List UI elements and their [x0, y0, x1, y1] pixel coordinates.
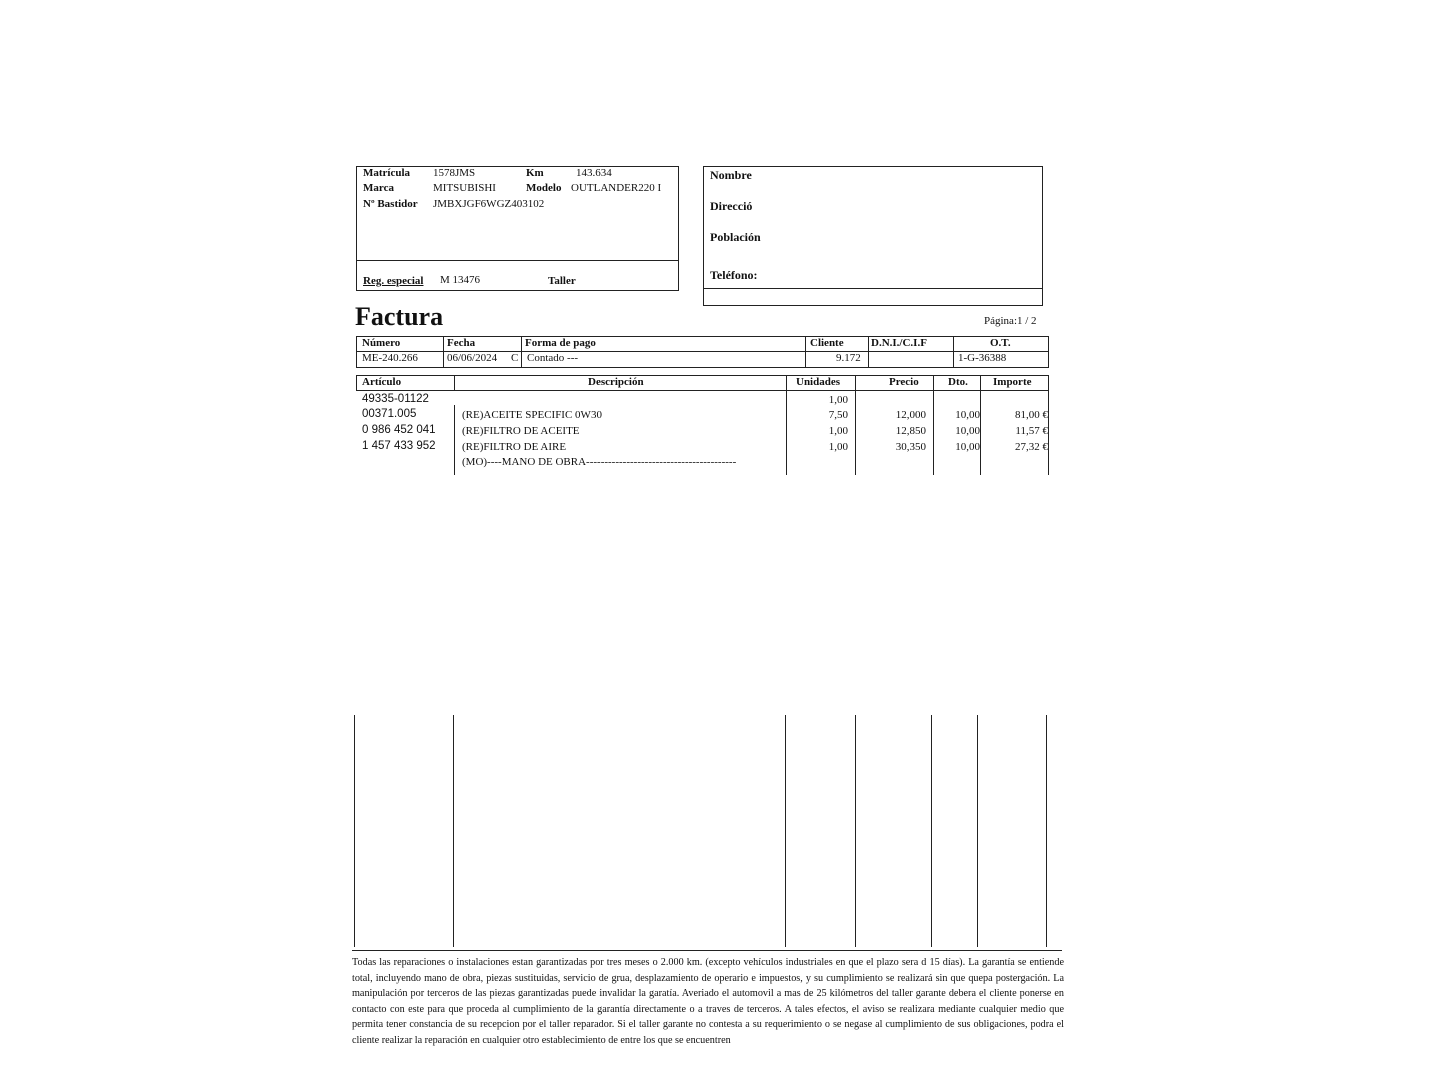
marca-label: Marca: [363, 182, 394, 194]
col-dto-header: Dto.: [948, 376, 968, 388]
items-col-border: [933, 375, 934, 475]
numero-value: ME-240.266: [362, 352, 418, 364]
modelo-value: OUTLANDER220 I: [571, 182, 662, 194]
col-importe-header: Importe: [993, 376, 1032, 388]
items-col-border: [356, 375, 357, 390]
matricula-value: 1578JMS: [433, 167, 476, 179]
item-articulo: 00371.005: [362, 408, 417, 420]
col-unidades-header: Unidades: [796, 376, 841, 388]
item-articulo: 49335-01122: [362, 393, 429, 405]
item-precio: 12,000: [895, 409, 926, 421]
reg-especial-label: Reg. especial: [363, 275, 424, 287]
items-col-border: [980, 375, 981, 475]
item-unidades: 1,00: [828, 425, 848, 437]
dni-label: D.N.I./C.I.F: [871, 337, 927, 349]
item-articulo: 0 986 452 041: [362, 424, 436, 436]
telefono-label: Teléfono:: [710, 268, 758, 282]
items-col-border: [454, 375, 455, 390]
meta-col-divider: [953, 336, 954, 368]
meta-col-divider: [443, 336, 444, 368]
cliente-value: 9.172: [836, 352, 861, 364]
page-title: Factura: [355, 302, 444, 331]
marca-value: MITSUBISHI: [433, 182, 496, 194]
col-precio-header: Precio: [889, 376, 919, 388]
items-col-border: [855, 375, 856, 475]
cliente-label: Cliente: [810, 337, 844, 349]
item-precio: 12,850: [895, 425, 926, 437]
items-col-border: [931, 715, 932, 947]
items-col-border: [1046, 715, 1047, 947]
item-dto: 10,00: [955, 441, 980, 453]
numero-label: Número: [362, 337, 401, 349]
item-descripcion: (RE)FILTRO DE ACEITE: [462, 425, 580, 437]
item-dto: 10,00: [955, 425, 980, 437]
items-col-border: [454, 405, 455, 475]
item-importe: 11,57 €: [1015, 425, 1048, 437]
ot-label: O.T.: [990, 337, 1011, 349]
nombre-label: Nombre: [710, 168, 752, 182]
item-unidades: 1,00: [828, 441, 848, 453]
km-label: Km: [526, 167, 544, 179]
item-descripcion: (RE)FILTRO DE AIRE: [462, 441, 567, 453]
reg-especial-value: M 13476: [440, 274, 481, 286]
item-articulo: 1 457 433 952: [362, 440, 436, 452]
item-descripcion: (RE)ACEITE SPECIFIC 0W30: [462, 409, 602, 421]
direccion-label: Direcció: [710, 199, 753, 213]
item-importe: 27,32 €: [1015, 441, 1048, 453]
meta-col-divider: [805, 336, 806, 368]
items-header-divider: [356, 390, 1049, 391]
forma-pago-value: Contado ---: [527, 352, 579, 364]
items-col-border: [1048, 375, 1049, 475]
items-col-border: [855, 715, 856, 947]
vehicle-box-divider: [356, 260, 679, 261]
col-articulo-header: Artículo: [362, 376, 402, 388]
col-descripcion-header: Descripción: [588, 376, 644, 388]
items-top-border: [356, 375, 1049, 376]
page-number: Página:1 / 2: [984, 315, 1037, 327]
item-dto: 10,00: [955, 409, 980, 421]
item-unidades: 1,00: [828, 394, 848, 406]
item-descripcion: (MO)----MANO DE OBRA-----------------------------------------: [462, 456, 737, 468]
item-importe: 81,00 €: [1015, 409, 1048, 421]
warranty-terms: Todas las reparaciones o instalaciones estan garantizadas por tres meses o 2.000 km. (excepto vehículos industriales en que el plazo sera d 15 días). La garantía se entiende total, incluyendo mano de obra, piezas sustituidas, servicio de grua, desplazamiento de operario e impuestos, y su cumplimiento se realizará sin que quepa postergación. La manipulación por terceros de las piezas garantizadas puede invalidar la garatía. Averiado el automovil a mas de 25 kilómetros del taller garante debera el cliente ponerse en contacto con este para que proceda al cumplimiento de la garantía directamente o a traves de terceros. A tales efectos, el aviso se realizara mediante cualquier medio que permita tener constancia de su recepcion por el taller reparador. Si el taller garante no contesta a su requerimiento o se negase al cumplimiento de sus obligaciones, podra el cliente realizar la reparación en cualquier otro establecimiento de entre los que se encuentren: [352, 957, 1064, 1046]
items-col-border: [977, 715, 978, 947]
poblacion-label: Población: [710, 230, 761, 244]
client-box-divider: [703, 288, 1043, 289]
fecha-label: Fecha: [447, 337, 476, 349]
km-value: 143.634: [576, 167, 612, 179]
meta-col-divider: [521, 336, 522, 368]
modelo-label: Modelo: [526, 182, 562, 194]
items-col-border: [785, 715, 786, 947]
items-col-border: [354, 715, 355, 947]
bastidor-value: JMBXJGF6WGZ403102: [433, 198, 545, 210]
matricula-label: Matrícula: [363, 167, 411, 179]
items-col-border: [453, 715, 454, 947]
taller-label: Taller: [548, 275, 576, 287]
items-col-border: [786, 375, 787, 475]
fecha-suffix: C: [511, 352, 519, 364]
items-bottom-border: [352, 950, 1062, 951]
ot-value: 1-G-36388: [958, 352, 1007, 364]
fecha-value: 06/06/2024: [447, 352, 498, 364]
meta-col-divider: [868, 336, 869, 368]
item-precio: 30,350: [895, 441, 926, 453]
bastidor-label: Nº Bastidor: [363, 198, 418, 210]
forma-pago-label: Forma de pago: [525, 337, 596, 349]
item-unidades: 7,50: [828, 409, 848, 421]
